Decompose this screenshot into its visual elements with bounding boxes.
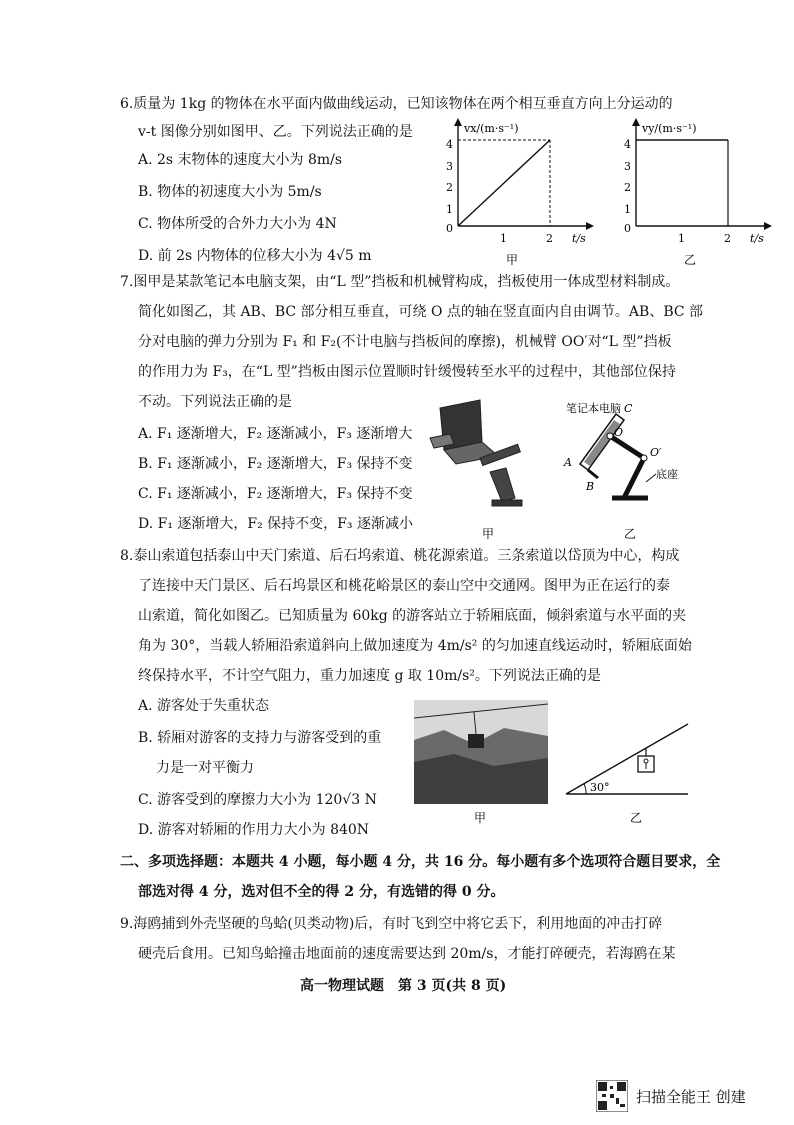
- chart-yi-caption: 乙: [684, 253, 697, 267]
- q7-fig-label-o: O: [614, 426, 624, 439]
- chart-jia-xlabel: t/s: [572, 232, 586, 245]
- q8-stem-line5: 终保持水平，不计空气阻力，重力加速度 g 取 10m/s²。下列说法正确的是: [138, 668, 601, 684]
- q8-figure-jia: [414, 700, 548, 826]
- q7-stem-line3: 分对电脑的弹力分别为 F₁ 和 F₂(不计电脑与挡板间的摩擦)，机械臂 OO′对“L 型”挡板: [138, 334, 672, 350]
- chart-jia-xtick-2: 2: [546, 232, 553, 245]
- q7-fig-label-b: B: [586, 480, 595, 493]
- chart-jia-caption: 甲: [506, 253, 519, 267]
- q8-option-a: A. 游客处于失重状态: [138, 698, 270, 714]
- chart-yi-ytick-1: 1: [624, 203, 631, 216]
- chart-yi-xtick-1: 1: [678, 232, 685, 245]
- q7-fig-label-oprime: O′: [650, 446, 662, 459]
- q6-option-c: C. 物体所受的合外力大小为 4N: [138, 216, 337, 232]
- q7-figure-jia: [420, 398, 550, 548]
- watermark-text: 扫描全能王 创建: [636, 1087, 746, 1106]
- q7-stem-line4: 的作用力为 F₃，在“L 型”挡板由图示位置顺时针缓慢转至水平的过程中，其他部位保持: [138, 364, 676, 380]
- q7-stem-line2: 简化如图乙，其 AB、BC 部分相互垂直，可绕 O 点的轴在竖直面内自由调节。AB、BC 部: [138, 304, 704, 320]
- q9-stem-line1: 9.海鸥捕到外壳坚硬的鸟蛤(贝类动物)后，有时飞到空中将它丢下，利用地面的冲击打碎: [120, 916, 663, 932]
- q8-stem-line1: 8.泰山索道包括泰山中天门索道、后石坞索道、桃花源索道。三条索道以岱顶为中心，构成: [120, 548, 680, 564]
- chart-yi-ytick-2: 2: [624, 181, 631, 194]
- q8-figure-yi: [560, 714, 720, 826]
- q7-fig-label-a: A: [564, 456, 572, 469]
- q7-option-a: A. F₁ 逐渐增大，F₂ 逐渐减小，F₃ 逐渐增大: [138, 426, 413, 442]
- q6-chart-yi: [614, 118, 784, 268]
- chart-jia-ytick-3: 3: [446, 160, 453, 173]
- q8-fig-jia-caption: 甲: [474, 811, 487, 825]
- q8-stem-line2: 了连接中天门景区、后石坞景区和桃花峪景区的泰山空中交通网。图甲为正在运行的泰: [138, 578, 670, 594]
- chart-yi-ytick-4: 4: [624, 138, 631, 151]
- q7-figure-yi: [556, 398, 706, 548]
- q8-option-b-line1: B. 轿厢对游客的支持力与游客受到的重: [138, 730, 382, 746]
- q6-stem-line2: v-t 图像分别如图甲、乙。下列说法正确的是: [138, 124, 413, 140]
- mech-arm-drawing: [607, 433, 648, 498]
- qr-code-icon: [596, 1080, 628, 1112]
- q7-fig-label-laptop: 笔记本电脑: [566, 402, 621, 415]
- chart-yi-ytick-0: 0: [624, 222, 631, 235]
- q8-option-c: C. 游客受到的摩擦力大小为 120√3 N: [138, 792, 377, 808]
- q7-option-d: D. F₁ 逐渐增大，F₂ 保持不变，F₃ 逐渐减小: [138, 516, 413, 532]
- chart-jia-ytick-0: 0: [446, 222, 453, 235]
- q7-fig-label-base: 底座: [656, 468, 678, 481]
- chart-jia-series-line: [458, 140, 550, 226]
- chart-jia-ytick-2: 2: [446, 181, 453, 194]
- q7-fig-jia-caption: 甲: [482, 527, 495, 541]
- laptop-stand-drawing: [430, 400, 522, 506]
- q8-stem-line3: 山索道，简化如图乙。已知质量为 60kg 的游客站立于轿厢底面，倾斜索道与水平面的夹: [138, 608, 687, 624]
- incline-cable: [566, 724, 688, 794]
- scanner-watermark: [596, 1080, 746, 1112]
- q8-option-b-line2: 力是一对平衡力: [156, 760, 254, 776]
- chart-jia-ytick-4: 4: [446, 138, 453, 151]
- section2-line2: 部选对得 4 分，选对但不全的得 2 分，有选错的得 0 分。: [138, 884, 505, 900]
- q8-fig-angle: 30°: [590, 781, 610, 794]
- q6-option-b: B. 物体的初速度大小为 5m/s: [138, 184, 322, 200]
- section2-line1: 二、多项选择题：本题共 4 小题，每小题 4 分，共 16 分。每小题有多个选项符合题目要求，全: [120, 854, 721, 870]
- q8-stem-line4: 角为 30°，当载人轿厢沿索道斜向上做加速度为 4m/s² 的匀加速直线运动时，轿厢底面始: [138, 638, 692, 654]
- q7-stem-line1: 7.图甲是某款笔记本电脑支架，由“L 型”挡板和机械臂构成，挡板使用一体成型材料制成。: [120, 274, 680, 290]
- q7-stem-line5: 不动。下列说法正确的是: [138, 394, 292, 410]
- q6-stem-line1: 6.质量为 1kg 的物体在水平面内做曲线运动，已知该物体在两个相互垂直方向上分运动的: [120, 96, 673, 112]
- chart-yi-ylabel: vy/(m·s⁻¹): [642, 122, 697, 135]
- chart-yi-xlabel: t/s: [750, 232, 764, 245]
- q6-option-d: D. 前 2s 内物体的位移大小为 4√5 m: [138, 248, 372, 264]
- q7-option-b: B. F₁ 逐渐减小，F₂ 逐渐增大，F₃ 保持不变: [138, 456, 413, 472]
- q9-stem-line2: 硬壳后食用。已知鸟蛤撞击地面前的速度需要达到 20m/s，才能打碎硬壳，若海鸥在某: [138, 946, 676, 962]
- chart-jia-ylabel: vx/(m·s⁻¹): [464, 122, 519, 135]
- l-plate-drawing: [580, 414, 624, 478]
- q7-option-c: C. F₁ 逐渐减小，F₂ 逐渐增大，F₃ 保持不变: [138, 486, 413, 502]
- chart-yi-xtick-2: 2: [724, 232, 731, 245]
- q7-fig-yi-caption: 乙: [624, 527, 637, 541]
- q6-chart-jia: [436, 118, 606, 268]
- q7-fig-label-c: C: [624, 402, 633, 415]
- q8-fig-yi-caption: 乙: [630, 811, 643, 825]
- q8-option-d: D. 游客对轿厢的作用力大小为 840N: [138, 822, 370, 838]
- chart-jia-xtick-1: 1: [500, 232, 507, 245]
- chart-jia-ytick-1: 1: [446, 203, 453, 216]
- q6-option-a: A. 2s 末物体的速度大小为 8m/s: [138, 152, 343, 168]
- page-footer: 高一物理试题 第 3 页(共 8 页): [300, 978, 507, 994]
- chart-yi-ytick-3: 3: [624, 160, 631, 173]
